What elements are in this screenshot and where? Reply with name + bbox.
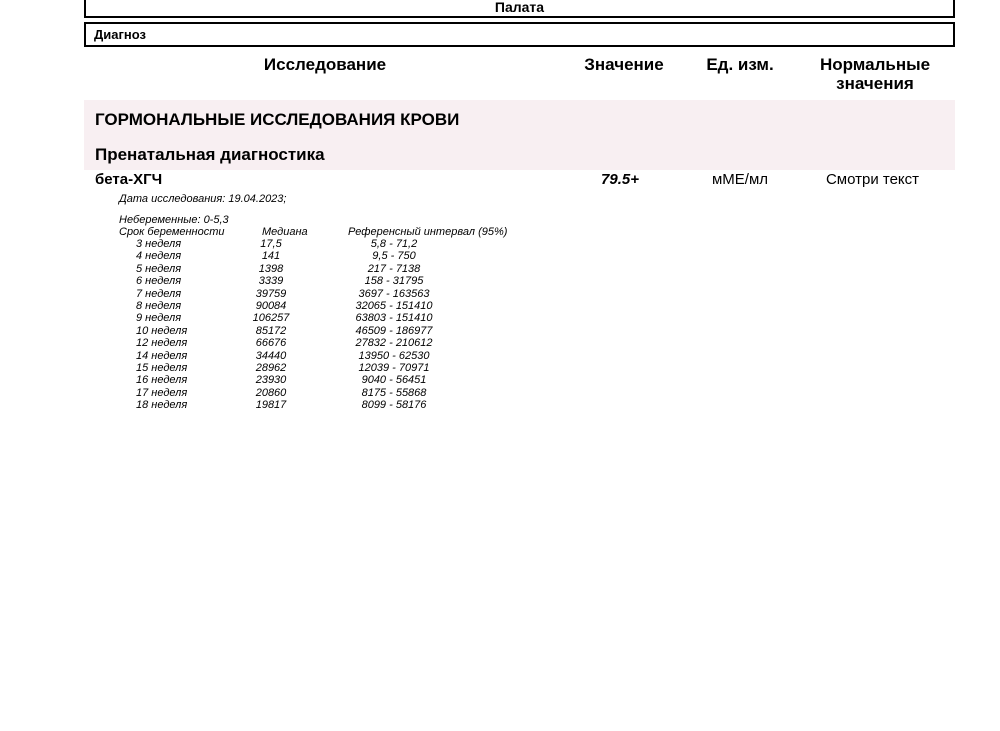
test-norm: Смотри текст	[825, 171, 920, 188]
nonpregnant-reference: Небеременные: 0-5,3	[119, 214, 229, 226]
ref-range: 27832 - 210612	[355, 337, 433, 350]
ref-median: 39759	[255, 287, 287, 300]
ref-median: 20860	[255, 386, 287, 399]
column-header-value: Значение	[584, 55, 664, 74]
ref-week: 10 неделя	[136, 324, 188, 337]
column-header-norm-line2: значения	[836, 74, 914, 93]
ref-median: 141	[261, 250, 281, 263]
ref-week: 9 неделя	[136, 312, 182, 325]
ref-week: 3 неделя	[136, 238, 182, 250]
ref-week: 8 неделя	[136, 300, 182, 312]
ref-median: 23930	[255, 374, 287, 387]
reference-row	[0, 263, 600, 275]
column-header-norm	[800, 55, 950, 93]
section-title: ГОРМОНАЛЬНЫЕ ИССЛЕДОВАНИЯ КРОВИ	[95, 110, 460, 129]
diagnosis-label: Диагноз	[94, 27, 146, 42]
ref-range: 5,8 - 71,2	[370, 238, 418, 250]
ref-median: 85172	[255, 324, 287, 337]
reference-row	[0, 238, 600, 250]
reference-row	[0, 325, 600, 337]
ref-range: 217 - 7138	[367, 262, 421, 275]
ref-median: 3339	[258, 275, 284, 288]
ref-week: 12 неделя	[136, 337, 188, 350]
test-unit: мМЕ/мл	[711, 171, 769, 188]
ref-range: 9040 - 56451	[361, 374, 427, 387]
reference-row	[0, 288, 600, 300]
ref-col-week: Срок беременности	[119, 226, 225, 238]
ref-range: 13950 - 62530	[358, 349, 430, 362]
column-header-study: Исследование	[263, 55, 387, 74]
ref-week: 17 неделя	[136, 386, 188, 399]
reference-row	[0, 387, 600, 399]
ref-week: 14 неделя	[136, 349, 188, 362]
reference-row	[0, 275, 600, 287]
reference-row	[0, 312, 600, 324]
ref-week: 6 неделя	[136, 275, 182, 288]
test-name: бета-ХГЧ	[95, 171, 163, 188]
ref-median: 66676	[255, 337, 287, 350]
ref-median: 34440	[255, 349, 287, 362]
ref-col-median: Медиана	[262, 226, 308, 238]
section-subtitle: Пренатальная диагностика	[95, 145, 325, 164]
column-header-unit: Ед. изм.	[706, 55, 774, 74]
diagnosis-field	[84, 22, 955, 47]
test-value: 79.5+	[601, 171, 639, 188]
ref-range: 158 - 31795	[364, 275, 424, 288]
palata-label: Палата	[494, 0, 545, 15]
ref-week: 18 неделя	[136, 399, 188, 412]
ref-week: 15 неделя	[136, 362, 188, 374]
ref-range: 46509 - 186977	[355, 324, 433, 337]
ref-range: 9,5 - 750	[372, 250, 416, 263]
ref-range: 32065 - 151410	[355, 300, 433, 312]
reference-row	[0, 362, 600, 374]
ref-median: 1398	[258, 262, 284, 275]
column-header-norm-line1: Нормальные	[819, 55, 931, 74]
ref-col-interval: Референсный интервал (95%)	[348, 226, 508, 238]
ref-week: 5 неделя	[136, 262, 182, 275]
study-date: Дата исследования: 19.04.2023;	[119, 193, 287, 205]
ref-median: 28962	[255, 362, 287, 374]
ref-week: 16 неделя	[136, 374, 188, 387]
palata-field	[84, 0, 955, 18]
ref-median: 19817	[255, 399, 287, 412]
ref-range: 63803 - 151410	[355, 312, 433, 325]
ref-median: 106257	[252, 312, 290, 325]
reference-row	[0, 399, 600, 411]
reference-row	[0, 337, 600, 349]
reference-row	[0, 374, 600, 386]
reference-row	[0, 350, 600, 362]
ref-week: 4 неделя	[136, 250, 182, 263]
ref-median: 90084	[255, 300, 287, 312]
ref-range: 8099 - 58176	[361, 399, 427, 412]
reference-row	[0, 250, 600, 262]
ref-range: 8175 - 55868	[361, 386, 427, 399]
ref-range: 3697 - 163563	[358, 287, 430, 300]
ref-week: 7 неделя	[136, 287, 182, 300]
ref-median: 17,5	[260, 238, 282, 250]
ref-range: 12039 - 70971	[358, 362, 430, 374]
reference-row	[0, 300, 600, 312]
